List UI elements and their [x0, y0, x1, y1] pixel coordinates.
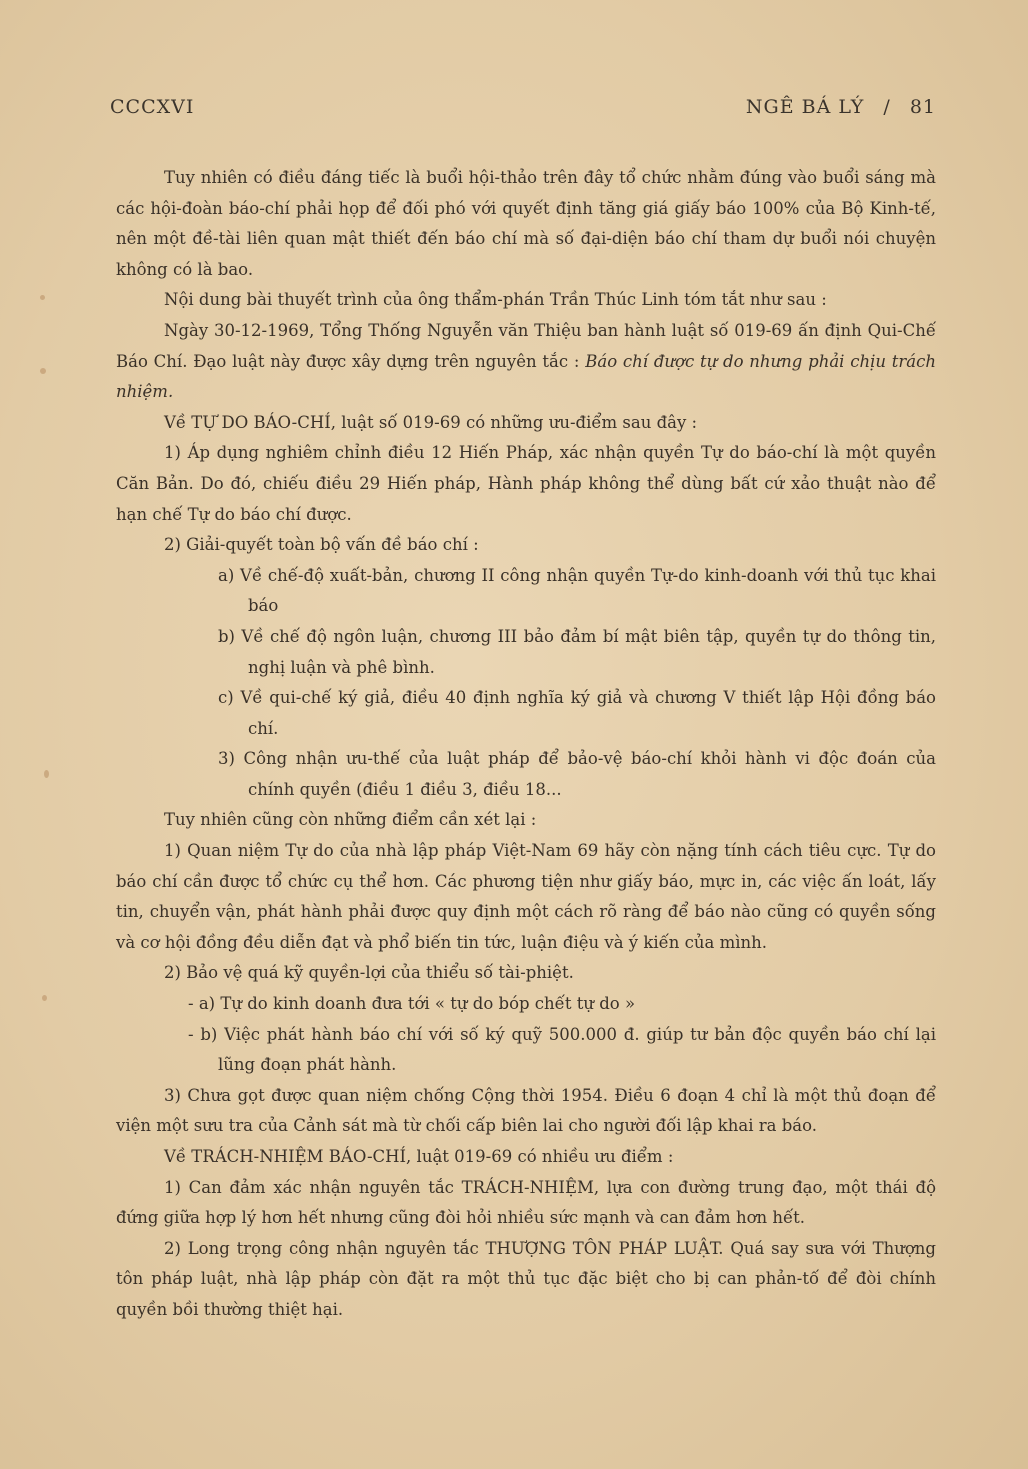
section-heading: Tuy nhiên cũng còn những điểm cần xét lại : — [164, 810, 537, 830]
list-item: 3) Chưa gọt được quan niệm chống Cộng thời 1954. Điều 6 đoạn 4 chỉ là một thủ đoạn để viện một sưu tra của Cảnh sát mà từ chối cấp biên lai cho người đối lập khai ra báo. — [116, 1085, 936, 1136]
list-item: 2) Bảo vệ quá kỹ quyền-lợi của thiểu số tài-phiệt. — [164, 963, 574, 983]
paper-stain — [44, 770, 49, 778]
article-body — [116, 163, 936, 1326]
list-item: 3) Công nhận ưu-thế của luật pháp để bảo-vệ báo-chí khỏi hành vi độc đoán của chính quyền (điều 1 điều 3, điều 18... — [218, 749, 936, 799]
sub-list-item: - b) Việc phát hành báo chí với số ký quỹ 500.000 đ. giúp tư bản độc quyền báo chí lại lũng đoạn phát hành. — [188, 1024, 936, 1075]
page-header — [110, 96, 936, 118]
paragraph — [116, 316, 936, 408]
author-name: NGÊ BÁ LÝ — [745, 96, 865, 118]
list-item: 1) Can đảm xác nhận nguyên tắc TRÁCH-NHIỆM, lựa con đường trung đạo, một thái độ đứng giữa hợp lý hơn hết nhưng cũng đòi hỏi nhiều sức mạnh và can đảm hơn hết. — [116, 1177, 936, 1228]
paper-stain — [42, 995, 47, 1001]
law-intro: Ngày 30-12-1969, Tổng Thống Nguyễn văn Thiệu ban hành luật số 019-69 ấn định Qui-Chế Báo Chí. Đạo luật này được xây dựng trên nguyên tắc : — [116, 320, 936, 371]
section-number: CCCXVI — [110, 96, 195, 118]
paragraph: Tuy nhiên có điều đáng tiếc là buổi hội-thảo trên đây tổ chức nhằm đúng vào buổi sáng mà các hội-đoàn báo-chí phải họp để đối phó với quyết định tăng giá giấy báo 100% của Bộ Kinh-tế, nên một đề-tài liên quan mật thiết đến báo chí mà số đại-diện báo chí tham dự buổi nói chuyện không có là bao. — [116, 168, 936, 279]
header-right — [734, 96, 936, 118]
paper-stain — [40, 295, 45, 300]
sub-list-item: c) Về qui-chế ký giả, điều 40 định nghĩa ký giả và chương V thiết lập Hội đồng báo chí. — [218, 688, 936, 738]
list-item: 2) Giải-quyết toàn bộ vấn đề báo chí : — [164, 535, 479, 555]
list-item: 1) Áp dụng nghiêm chỉnh điều 12 Hiến Pháp, xác nhận quyền Tự do báo-chí là một quyền Căn Bản. Do đó, chiếu điều 29 Hiến pháp, Hành pháp không thể dùng bất cứ xảo thuật nào để hạn chế Tự do báo chí được. — [116, 443, 936, 524]
list-item: 2) Long trọng công nhận nguyên tắc THƯỢNG TÔN PHÁP LUẬT. Quá say sưa với Thượng tôn pháp luật, nhà lập pháp còn đặt ra một thủ tục đặc biệt cho bị can phản-tố để đòi chính quyền bồi thường thiệt hại. — [116, 1238, 936, 1319]
header-separator: / — [883, 96, 891, 118]
page-number: 81 — [909, 96, 936, 118]
sub-list-item: - a) Tự do kinh doanh đưa tới « tự do bóp chết tự do » — [188, 994, 636, 1014]
principle-quote: Báo chí được tự do nhưng phải chịu trách nhiệm. — [116, 351, 937, 402]
section-heading: Về TRÁCH-NHIỆM BÁO-CHÍ, luật 019-69 có nhiều ưu điểm : — [164, 1147, 674, 1166]
list-item: 1) Quan niệm Tự do của nhà lập pháp Việt-Nam 69 hãy còn nặng tính cách tiêu cực. Tự do báo chí cần được tổ chức cụ thể hơn. Các phương tiện như giấy báo, mực in, các việc ấn loát, lấy tin, chuyển vận, phát hành phải được quy định một cách rõ ràng để báo nào cũng có quyền sống và cơ hội đồng đều diễn đạt và phổ biến tin tức, luận điệu và ý kiến của mình. — [116, 841, 936, 952]
sub-list-item: b) Về chế độ ngôn luận, chương III bảo đảm bí mật biên tập, quyền tự do thông tin, nghị luận và phê bình. — [218, 626, 936, 677]
paper-stain — [40, 368, 46, 374]
section-heading: Về TỰ DO BÁO-CHÍ, luật số 019-69 có những ưu-điểm sau đây : — [164, 412, 698, 432]
sub-list-item: a) Về chế-độ xuất-bản, chương II công nhận quyền Tự-do kinh-doanh với thủ tục khai báo — [218, 565, 936, 616]
paragraph: Nội dung bài thuyết trình của ông thẩm-phán Trần Thúc Linh tóm tắt như sau : — [164, 290, 827, 310]
